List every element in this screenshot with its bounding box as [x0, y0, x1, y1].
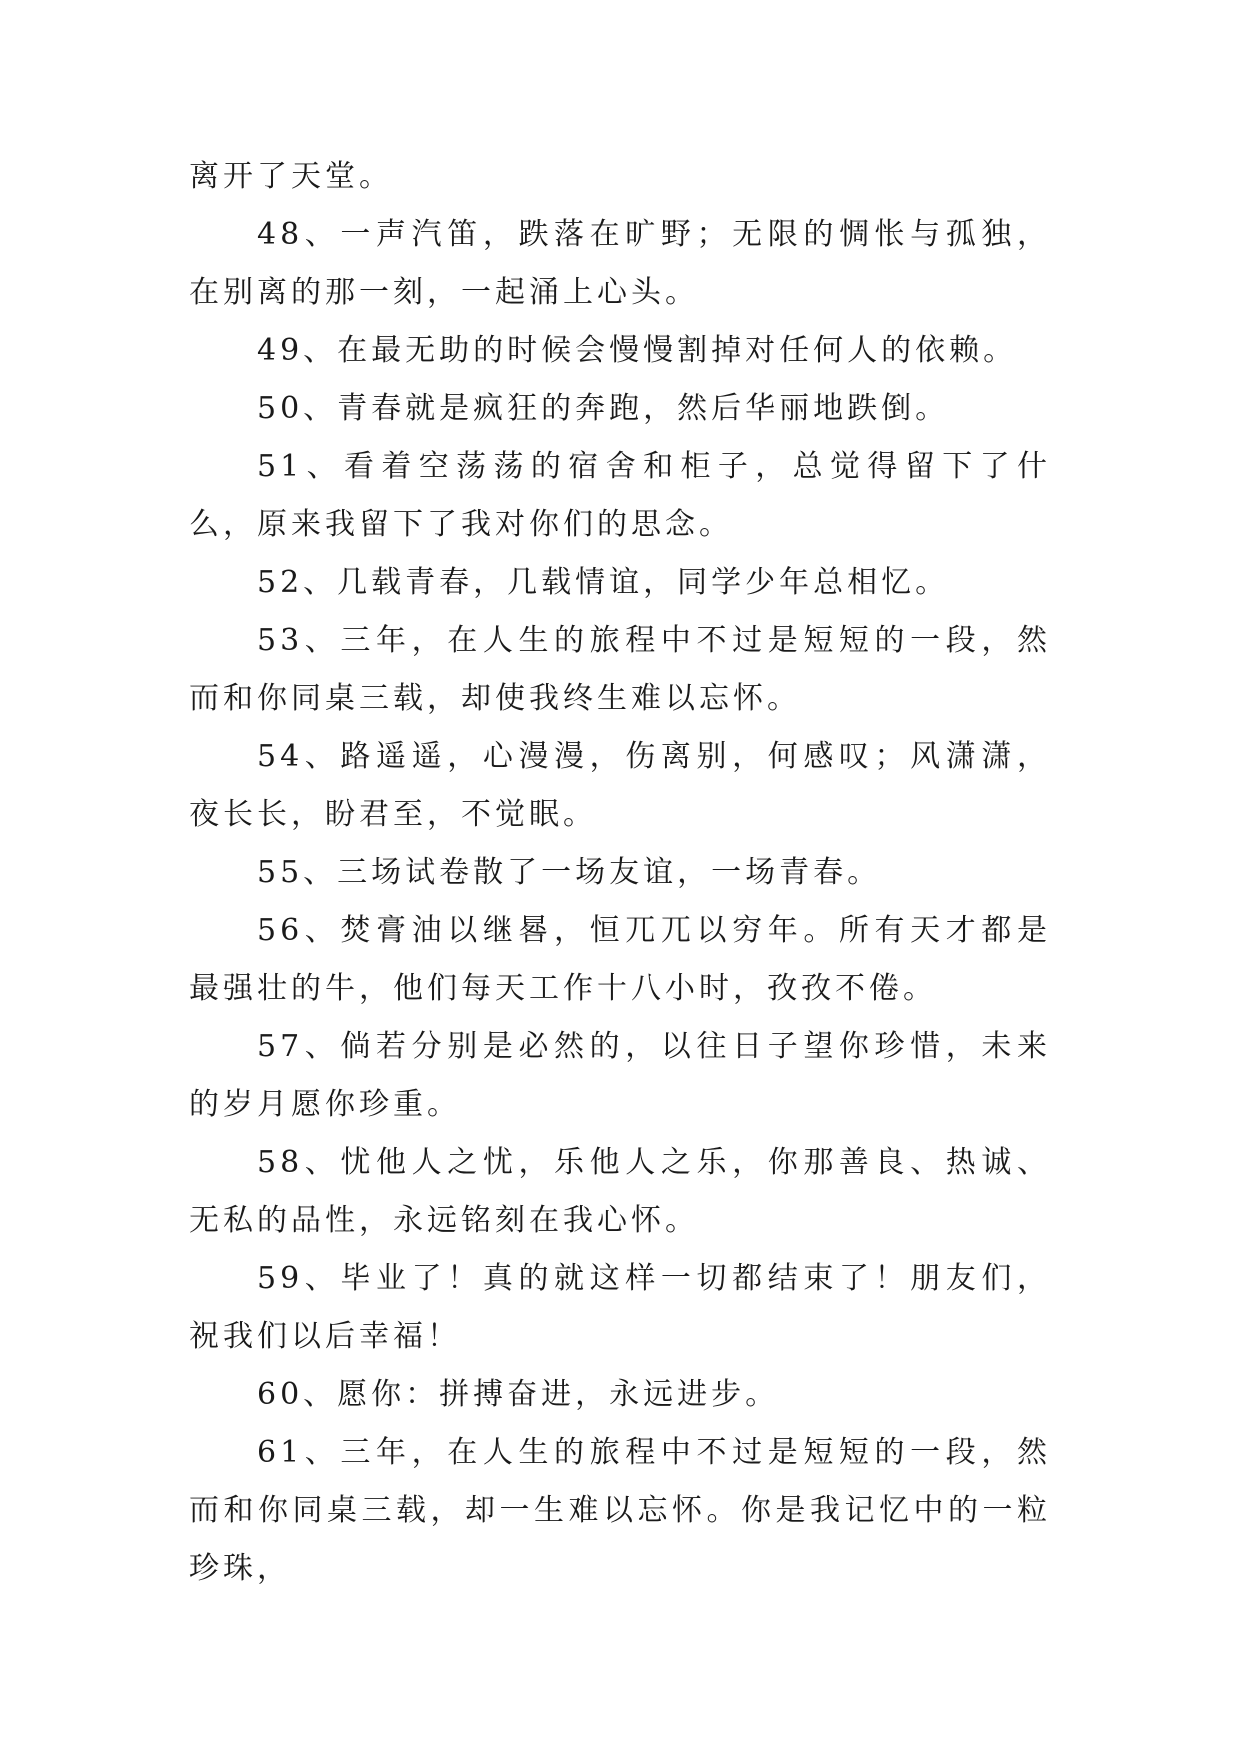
paragraph: 59、毕业了！真的就这样一切都结束了！朋友们，祝我们以后幸福！ — [189, 1261, 1051, 1354]
paragraph: 50、青春就是疯狂的奔跑，然后华丽地跌倒。 — [257, 391, 950, 426]
paragraph: 53、三年，在人生的旅程中不过是短短的一段，然而和你同桌三载，却使我终生难以忘怀。 — [189, 623, 1051, 716]
paragraph: 52、几载青春，几载情谊，同学少年总相忆。 — [257, 565, 950, 600]
paragraph: 49、在最无助的时候会慢慢割掉对任何人的依赖。 — [257, 333, 1018, 368]
paragraph: 54、路遥遥，心漫漫，伤离别，何感叹；风潇潇，夜长长，盼君至，不觉眠。 — [189, 739, 1051, 832]
paragraph: 58、忧他人之忧，乐他人之乐，你那善良、热诚、无私的品性，永远铭刻在我心怀。 — [189, 1145, 1051, 1238]
document-body — [189, 148, 1051, 1598]
paragraph: 57、倘若分别是必然的，以往日子望你珍惜，未来的岁月愿你珍重。 — [189, 1029, 1051, 1122]
paragraph: 55、三场试卷散了一场友谊，一场青春。 — [257, 855, 882, 890]
paragraph: 51、看着空荡荡的宿舍和柜子，总觉得留下了什么，原来我留下了我对你们的思念。 — [189, 449, 1051, 542]
paragraph: 56、焚膏油以继晷，恒兀兀以穷年。所有天才都是最强壮的牛，他们每天工作十八小时，孜孜不倦。 — [189, 913, 1051, 1006]
paragraph: 60、愿你：拼搏奋进，永远进步。 — [257, 1377, 780, 1412]
paragraph: 61、三年，在人生的旅程中不过是短短的一段，然而和你同桌三载，却一生难以忘怀。你是我记忆中的一粒珍珠， — [189, 1435, 1051, 1586]
paragraph: 48、一声汽笛，跌落在旷野；无限的惆怅与孤独，在别离的那一刻，一起涌上心头。 — [189, 217, 1051, 310]
paragraph: 离开了天堂。 — [189, 159, 393, 194]
